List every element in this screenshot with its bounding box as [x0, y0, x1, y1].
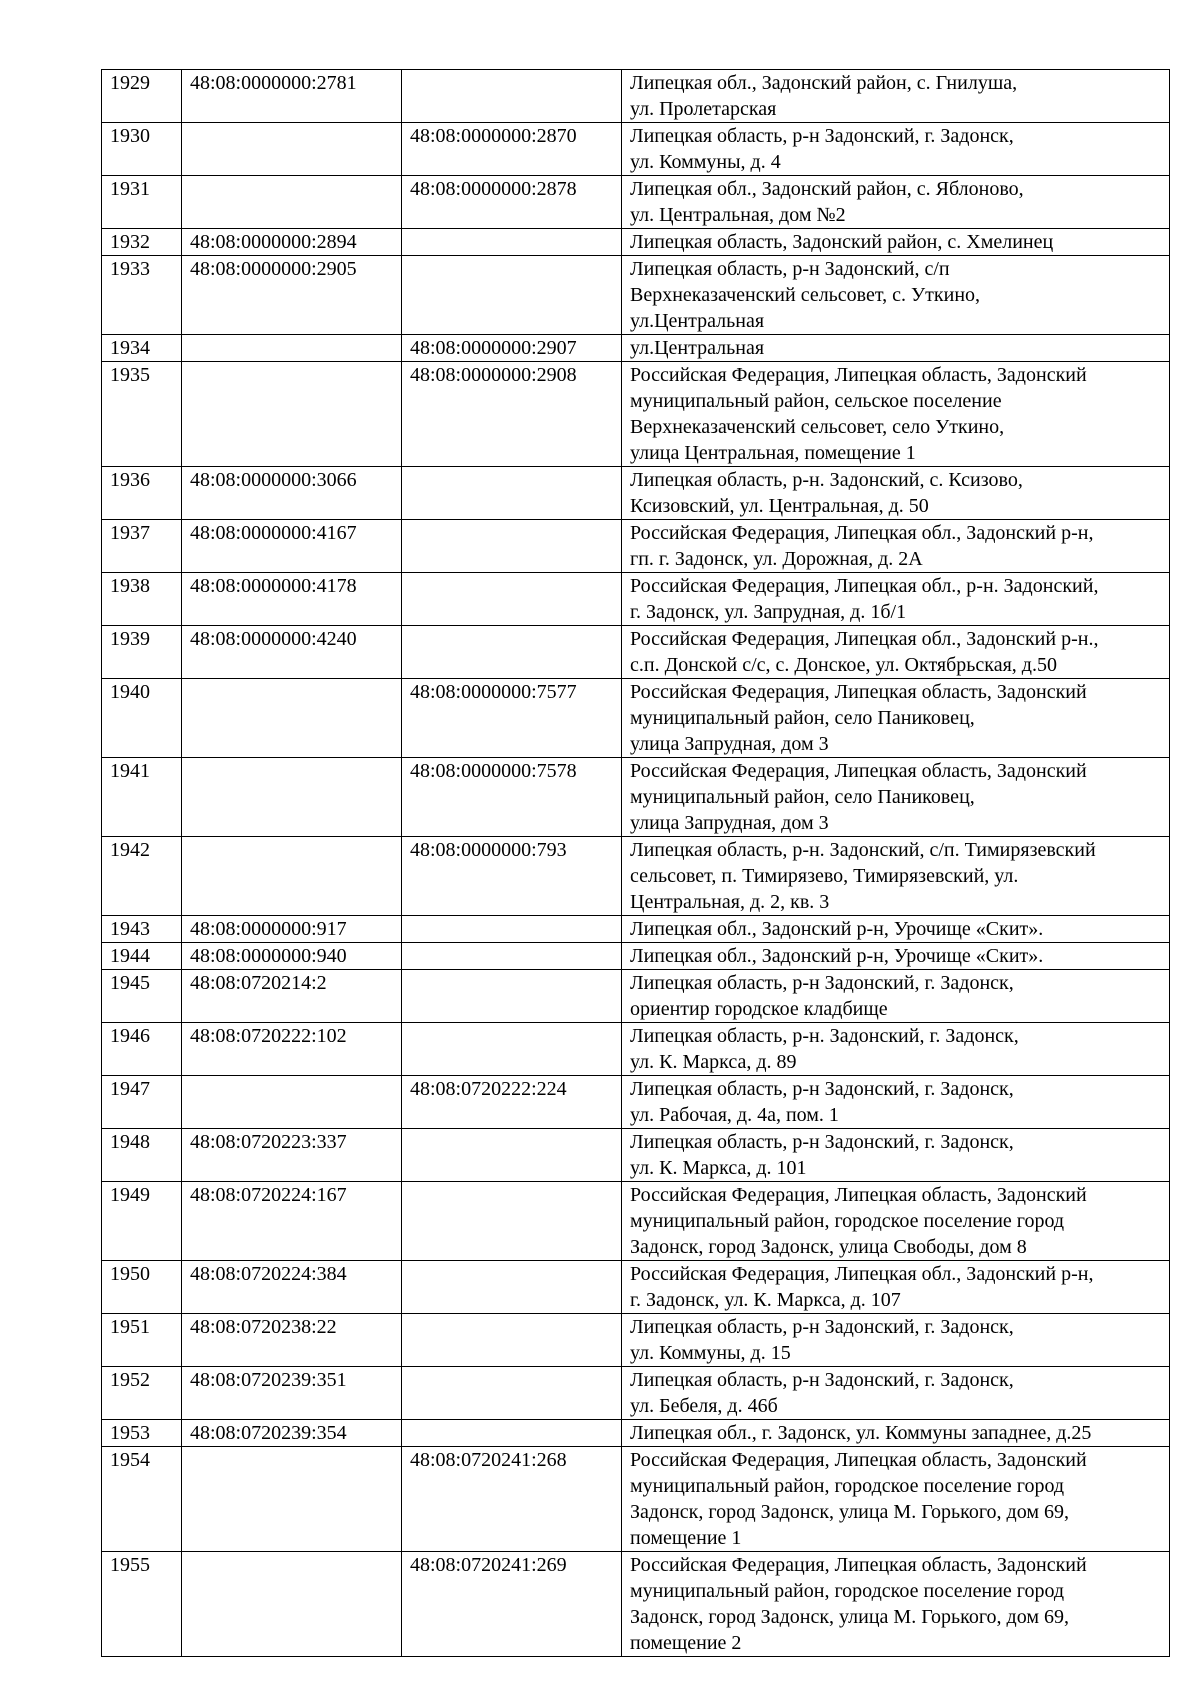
land-cadastral-number-cell: 48:08:0000000:2905 — [182, 256, 402, 335]
row-number-cell: 1931 — [102, 176, 182, 229]
row-number-cell: 1945 — [102, 970, 182, 1023]
land-cadastral-number-cell: 48:08:0000000:2781 — [182, 70, 402, 123]
building-cadastral-number-cell: 48:08:0000000:7577 — [402, 679, 622, 758]
table-row — [102, 1023, 1170, 1076]
building-cadastral-number-cell: 48:08:0720241:268 — [402, 1447, 622, 1552]
building-cadastral-number-cell — [402, 70, 622, 123]
building-cadastral-number-cell: 48:08:0000000:7578 — [402, 758, 622, 837]
address-cell: Липецкая область, р-н. Задонский, с. Ксизово, Ксизовский, ул. Центральная, д. 50 — [622, 467, 1170, 520]
table-row — [102, 467, 1170, 520]
land-cadastral-number-cell: 48:08:0000000:4178 — [182, 573, 402, 626]
address-cell: Российская Федерация, Липецкая область, Задонский муниципальный район, село Паниковец, улица Запрудная, дом 3 — [622, 758, 1170, 837]
address-cell: Липецкая обл., Задонский район, с. Гнилуша, ул. Пролетарская — [622, 70, 1170, 123]
table-row — [102, 1367, 1170, 1420]
row-number-cell: 1949 — [102, 1182, 182, 1261]
building-cadastral-number-cell — [402, 1261, 622, 1314]
address-cell: Липецкая область, р-н Задонский, г. Задонск, ул. Бебеля, д. 46б — [622, 1367, 1170, 1420]
land-cadastral-number-cell: 48:08:0720239:354 — [182, 1420, 402, 1447]
table-row — [102, 943, 1170, 970]
building-cadastral-number-cell — [402, 1314, 622, 1367]
address-cell: Российская Федерация, Липецкая область, Задонский муниципальный район, городское поселение город Задонск, город Задонск, улица Свободы, дом 8 — [622, 1182, 1170, 1261]
table-row — [102, 837, 1170, 916]
table-row — [102, 1129, 1170, 1182]
row-number-cell: 1954 — [102, 1447, 182, 1552]
land-cadastral-number-cell: 48:08:0720223:337 — [182, 1129, 402, 1182]
building-cadastral-number-cell — [402, 1023, 622, 1076]
building-cadastral-number-cell — [402, 943, 622, 970]
table-row — [102, 256, 1170, 335]
land-cadastral-number-cell — [182, 335, 402, 362]
address-cell: Российская Федерация, Липецкая обл., р-н. Задонский, г. Задонск, ул. Запрудная, д. 1б/1 — [622, 573, 1170, 626]
address-cell: Российская Федерация, Липецкая область, Задонский муниципальный район, село Паниковец, улица Запрудная, дом 3 — [622, 679, 1170, 758]
address-cell: Российская Федерация, Липецкая область, Задонский муниципальный район, городское поселение город Задонск, город Задонск, улица М. Горького, дом 69, помещение 2 — [622, 1552, 1170, 1657]
property-registry-table — [101, 69, 1170, 1657]
table-row — [102, 1314, 1170, 1367]
row-number-cell: 1955 — [102, 1552, 182, 1657]
land-cadastral-number-cell — [182, 362, 402, 467]
building-cadastral-number-cell — [402, 1129, 622, 1182]
table-row — [102, 229, 1170, 256]
building-cadastral-number-cell — [402, 1182, 622, 1261]
table-row — [102, 573, 1170, 626]
land-cadastral-number-cell — [182, 1552, 402, 1657]
row-number-cell: 1950 — [102, 1261, 182, 1314]
address-cell: Российская Федерация, Липецкая обл., Задонский р-н., с.п. Донской с/с, с. Донское, ул. Октябрьская, д.50 — [622, 626, 1170, 679]
building-cadastral-number-cell — [402, 229, 622, 256]
address-cell: Липецкая область, р-н Задонский, г. Задонск, ул. Коммуны, д. 4 — [622, 123, 1170, 176]
building-cadastral-number-cell: 48:08:0000000:2908 — [402, 362, 622, 467]
row-number-cell: 1946 — [102, 1023, 182, 1076]
row-number-cell: 1947 — [102, 1076, 182, 1129]
table-row — [102, 335, 1170, 362]
row-number-cell: 1933 — [102, 256, 182, 335]
address-cell: Российская Федерация, Липецкая обл., Задонский р-н, гп. г. Задонск, ул. Дорожная, д. 2А — [622, 520, 1170, 573]
land-cadastral-number-cell — [182, 1076, 402, 1129]
building-cadastral-number-cell: 48:08:0720241:269 — [402, 1552, 622, 1657]
address-cell: Липецкая область, р-н Задонский, г. Задонск, ориентир городское кладбище — [622, 970, 1170, 1023]
building-cadastral-number-cell: 48:08:0000000:793 — [402, 837, 622, 916]
land-cadastral-number-cell: 48:08:0720239:351 — [182, 1367, 402, 1420]
land-cadastral-number-cell — [182, 679, 402, 758]
address-cell: Липецкая область, р-н Задонский, г. Задонск, ул. Рабочая, д. 4а, пом. 1 — [622, 1076, 1170, 1129]
address-cell: Липецкая область, р-н. Задонский, с/п. Тимирязевский сельсовет, п. Тимирязево, Тимирязевский, ул. Центральная, д. 2, кв. 3 — [622, 837, 1170, 916]
land-cadastral-number-cell: 48:08:0000000:4167 — [182, 520, 402, 573]
building-cadastral-number-cell — [402, 256, 622, 335]
land-cadastral-number-cell: 48:08:0720214:2 — [182, 970, 402, 1023]
building-cadastral-number-cell — [402, 1367, 622, 1420]
land-cadastral-number-cell: 48:08:0000000:940 — [182, 943, 402, 970]
row-number-cell: 1944 — [102, 943, 182, 970]
table-row — [102, 1552, 1170, 1657]
row-number-cell: 1942 — [102, 837, 182, 916]
land-cadastral-number-cell — [182, 176, 402, 229]
address-cell: Липецкая обл., Задонский р-н, Урочище «Скит». — [622, 916, 1170, 943]
address-cell: Российская Федерация, Липецкая область, Задонский муниципальный район, сельское поселение Верхнеказаченский сельсовет, село Уткино, улица Центральная, помещение 1 — [622, 362, 1170, 467]
building-cadastral-number-cell: 48:08:0000000:2870 — [402, 123, 622, 176]
building-cadastral-number-cell: 48:08:0000000:2878 — [402, 176, 622, 229]
address-cell: Липецкая область, р-н Задонский, г. Задонск, ул. К. Маркса, д. 101 — [622, 1129, 1170, 1182]
table-row — [102, 1261, 1170, 1314]
land-cadastral-number-cell: 48:08:0720238:22 — [182, 1314, 402, 1367]
table-row — [102, 520, 1170, 573]
land-cadastral-number-cell: 48:08:0000000:3066 — [182, 467, 402, 520]
table-row — [102, 916, 1170, 943]
building-cadastral-number-cell: 48:08:0000000:2907 — [402, 335, 622, 362]
land-cadastral-number-cell: 48:08:0720224:167 — [182, 1182, 402, 1261]
table-row — [102, 70, 1170, 123]
table-row — [102, 362, 1170, 467]
row-number-cell: 1948 — [102, 1129, 182, 1182]
table-row — [102, 1447, 1170, 1552]
row-number-cell: 1929 — [102, 70, 182, 123]
address-cell: Липецкая обл., Задонский район, с. Яблоново, ул. Центральная, дом №2 — [622, 176, 1170, 229]
building-cadastral-number-cell: 48:08:0720222:224 — [402, 1076, 622, 1129]
row-number-cell: 1932 — [102, 229, 182, 256]
address-cell: ул.Центральная — [622, 335, 1170, 362]
row-number-cell: 1938 — [102, 573, 182, 626]
building-cadastral-number-cell — [402, 467, 622, 520]
address-cell: Липецкая обл., г. Задонск, ул. Коммуны западнее, д.25 — [622, 1420, 1170, 1447]
land-cadastral-number-cell — [182, 837, 402, 916]
address-cell: Липецкая область, Задонский район, с. Хмелинец — [622, 229, 1170, 256]
table-row — [102, 1420, 1170, 1447]
registry-table-body — [102, 70, 1170, 1657]
building-cadastral-number-cell — [402, 1420, 622, 1447]
land-cadastral-number-cell: 48:08:0000000:917 — [182, 916, 402, 943]
land-cadastral-number-cell: 48:08:0720224:384 — [182, 1261, 402, 1314]
row-number-cell: 1940 — [102, 679, 182, 758]
address-cell: Липецкая область, р-н Задонский, г. Задонск, ул. Коммуны, д. 15 — [622, 1314, 1170, 1367]
table-row — [102, 176, 1170, 229]
row-number-cell: 1943 — [102, 916, 182, 943]
row-number-cell: 1935 — [102, 362, 182, 467]
table-row — [102, 758, 1170, 837]
address-cell: Российская Федерация, Липецкая обл., Задонский р-н, г. Задонск, ул. К. Маркса, д. 107 — [622, 1261, 1170, 1314]
address-cell: Российская Федерация, Липецкая область, Задонский муниципальный район, городское поселение город Задонск, город Задонск, улица М. Горького, дом 69, помещение 1 — [622, 1447, 1170, 1552]
address-cell: Липецкая область, р-н Задонский, с/п Верхнеказаченский сельсовет, с. Уткино, ул.Центральная — [622, 256, 1170, 335]
land-cadastral-number-cell — [182, 1447, 402, 1552]
row-number-cell: 1939 — [102, 626, 182, 679]
building-cadastral-number-cell — [402, 916, 622, 943]
building-cadastral-number-cell — [402, 520, 622, 573]
row-number-cell: 1952 — [102, 1367, 182, 1420]
table-row — [102, 970, 1170, 1023]
table-row — [102, 1076, 1170, 1129]
address-cell: Липецкая обл., Задонский р-н, Урочище «Скит». — [622, 943, 1170, 970]
table-row — [102, 679, 1170, 758]
land-cadastral-number-cell — [182, 123, 402, 176]
row-number-cell: 1936 — [102, 467, 182, 520]
building-cadastral-number-cell — [402, 573, 622, 626]
land-cadastral-number-cell: 48:08:0000000:2894 — [182, 229, 402, 256]
row-number-cell: 1951 — [102, 1314, 182, 1367]
row-number-cell: 1953 — [102, 1420, 182, 1447]
building-cadastral-number-cell — [402, 626, 622, 679]
building-cadastral-number-cell — [402, 970, 622, 1023]
row-number-cell: 1941 — [102, 758, 182, 837]
table-row — [102, 123, 1170, 176]
row-number-cell: 1934 — [102, 335, 182, 362]
land-cadastral-number-cell: 48:08:0720222:102 — [182, 1023, 402, 1076]
table-row — [102, 1182, 1170, 1261]
row-number-cell: 1937 — [102, 520, 182, 573]
land-cadastral-number-cell: 48:08:0000000:4240 — [182, 626, 402, 679]
table-row — [102, 626, 1170, 679]
row-number-cell: 1930 — [102, 123, 182, 176]
address-cell: Липецкая область, р-н. Задонский, г. Задонск, ул. К. Маркса, д. 89 — [622, 1023, 1170, 1076]
land-cadastral-number-cell — [182, 758, 402, 837]
